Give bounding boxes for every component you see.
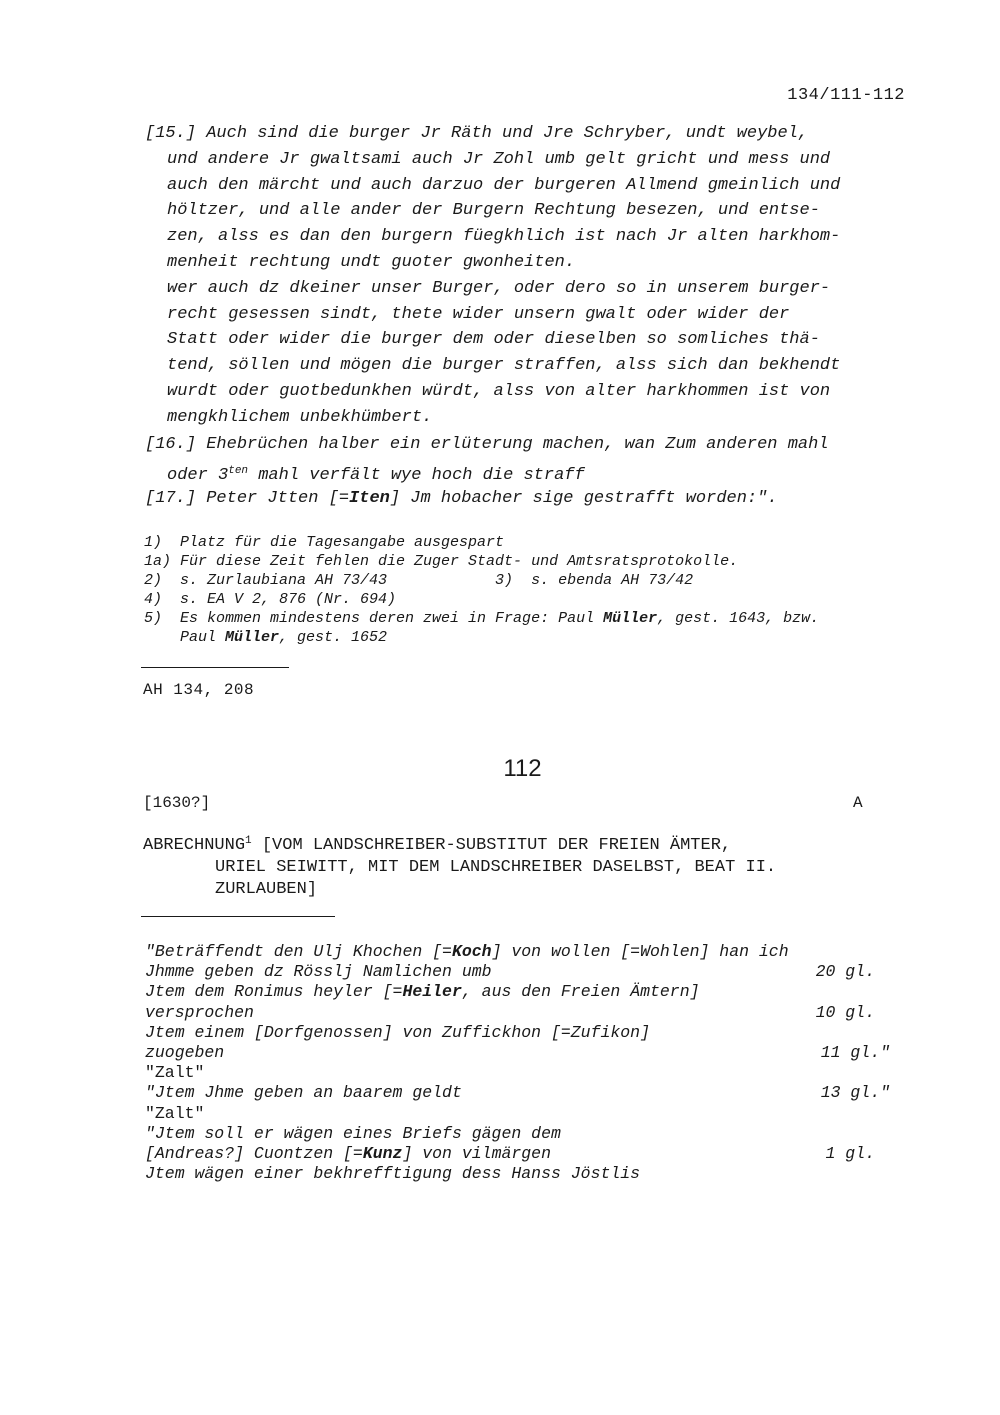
text-segment: ] von wollen [=Wohlen] han ich [491, 942, 789, 961]
text-line: menheit rechtung undt guoter gwonheiten. [167, 252, 576, 272]
text-line: [15.] Auch sind die burger Jr Räth und Jre Schryber, undt weybel, [145, 124, 809, 143]
ledger-row [145, 942, 905, 962]
text-line: tend, söllen und mögen die burger straffen, alss sich dan bekhendt [167, 356, 841, 376]
text-segment: ] von vilmärgen [402, 1143, 551, 1163]
ledger [145, 942, 905, 1184]
paragraph-16 [145, 431, 905, 489]
text-segment: "Beträffendt den Ulj Khochen [= [145, 942, 452, 961]
text-segment: [VOM LANDSCHREIBER-SUBSTITUT DER FREIEN ÄMTER, [251, 836, 732, 855]
ledger-row [145, 1003, 905, 1023]
text-line: zen, alss es dan den burgern füegkhlich ist nach Jr alten harkhom- [167, 227, 841, 247]
paragraph-17 [145, 486, 905, 512]
ledger-text: versprochen [145, 1002, 254, 1022]
ledger-row [145, 1164, 905, 1184]
superscript: 1 [245, 835, 252, 847]
text-line: höltzer, und alle ander der Burgern Rechtung besezen, und entse- [167, 201, 820, 221]
ledger-row [145, 1104, 905, 1124]
bold-name: Müller [603, 610, 658, 627]
archive-reference: AH 134, 208 [143, 681, 255, 699]
title-line [143, 830, 776, 857]
ledger-text: "Jtem soll er wägen eines Briefs gägen dem [145, 1123, 561, 1143]
text-line [145, 486, 905, 512]
title-divider [141, 916, 335, 917]
ledger-row [145, 982, 905, 1002]
ledger-amount: 1 gl. [825, 1143, 875, 1163]
ledger-text: Jtem wägen einer bekhrefftigung dess Hanss Jöstlis [145, 1164, 641, 1184]
ledger-row [145, 1063, 905, 1083]
paragraph-15 [145, 121, 905, 431]
text-segment: , gest. 1652 [279, 629, 388, 646]
text-segment: 5) Es kommen mindestens deren zwei in Frage: Paul [144, 610, 604, 627]
ledger-amount: 20 gl. [815, 962, 875, 982]
text-line: wer auch dz dkeiner unser Burger, oder dero so in unserem burger- [167, 278, 831, 298]
text-segment: ABRECHNUNG [143, 836, 246, 855]
ledger-amount: 11 gl." [820, 1042, 890, 1062]
footnote-5-cont [144, 628, 819, 647]
ledger-text: Jhmme geben dz Rösslj Namlichen umb [145, 962, 492, 982]
text-line: recht gesessen sindt, thete wider unsern gwalt oder wider der [167, 304, 790, 324]
footnote-1: 1) Platz für die Tagesangabe ausgespart [144, 534, 505, 551]
text-segment: Jtem dem Ronimus heyler [= [145, 982, 403, 1002]
ledger-row [145, 962, 905, 982]
bold-name: Koch [451, 942, 492, 961]
document-type: A [853, 794, 863, 812]
bold-name: Kunz [362, 1143, 403, 1163]
text-segment: [17.] Peter Jtten [= [145, 489, 350, 508]
text-line: auch den märcht und auch darzuo der burgeren Allmend gmeinlich und [167, 175, 841, 195]
ledger-text: "Zalt" [145, 1103, 205, 1123]
document-number: 112 [503, 755, 542, 782]
text-line [145, 458, 905, 489]
text-line: wurdt oder guotbedunkhen würdt, alss von alter harkhommen ist von [167, 381, 831, 401]
ledger-row [145, 1124, 905, 1144]
page-reference: 134/111-112 [787, 86, 905, 105]
document-title [143, 830, 776, 901]
text-segment: mahl verfält wye hoch die straff [248, 466, 585, 485]
text-line: [16.] Ehebrüchen halber ein erlüterung machen, wan Zum anderen mahl [145, 435, 829, 454]
bold-name: Iten [349, 489, 390, 508]
title-line: ZURLAUBEN] [215, 880, 318, 899]
ledger-row [145, 1043, 905, 1063]
text-segment: , aus den Freien Ämtern] [461, 982, 700, 1002]
ledger-row [145, 1023, 905, 1043]
ledger-row [145, 1144, 905, 1164]
text-segment: ] Jm hobacher sige gestrafft worden:". [389, 489, 778, 508]
ledger-text: Jtem einem [Dorfgenossen] von Zuffickhon [=Zufikon] [145, 1022, 650, 1042]
footnote-5 [144, 609, 819, 628]
superscript: ten [228, 465, 249, 477]
text-segment: Paul [144, 629, 226, 646]
ledger-text: "Jtem Jhme geben an baarem geldt [145, 1083, 462, 1103]
text-line: Statt oder wider die burger dem oder dieselben so somliches thä- [167, 330, 820, 350]
ledger-text: zuogeben [145, 1042, 225, 1062]
bold-name: Müller [225, 629, 280, 646]
footnotes [144, 533, 819, 647]
text-segment: [Andreas?] Cuontzen [= [145, 1143, 363, 1163]
text-segment: , gest. 1643, bzw. [657, 610, 820, 627]
bold-name: Heiler [402, 982, 462, 1002]
title-line: URIEL SEIWITT, MIT DEM LANDSCHREIBER DASELBST, BEAT II. [215, 858, 777, 877]
ledger-amount: 10 gl. [815, 1002, 875, 1022]
text-line: und andere Jr gwaltsami auch Jr Zohl umb gelt gricht und mess und [167, 149, 831, 169]
footnote-4: 4) s. EA V 2, 876 (Nr. 694) [144, 591, 397, 608]
footnote-divider [141, 667, 289, 668]
document-date: [1630?] [143, 794, 211, 812]
ledger-amount: 13 gl." [820, 1083, 890, 1103]
ledger-row [145, 1083, 905, 1103]
footnote-2-3: 2) s. Zurlaubiana AH 73/43 3) s. ebenda AH 73/42 [144, 572, 694, 589]
text-line: mengkhlichem unbekhümbert. [167, 407, 433, 427]
footnote-1a: 1a) Für diese Zeit fehlen die Zuger Stadt- und Amtsratsprotokolle. [144, 553, 739, 570]
text-segment: oder 3 [167, 466, 229, 485]
ledger-text: "Zalt" [145, 1063, 205, 1083]
